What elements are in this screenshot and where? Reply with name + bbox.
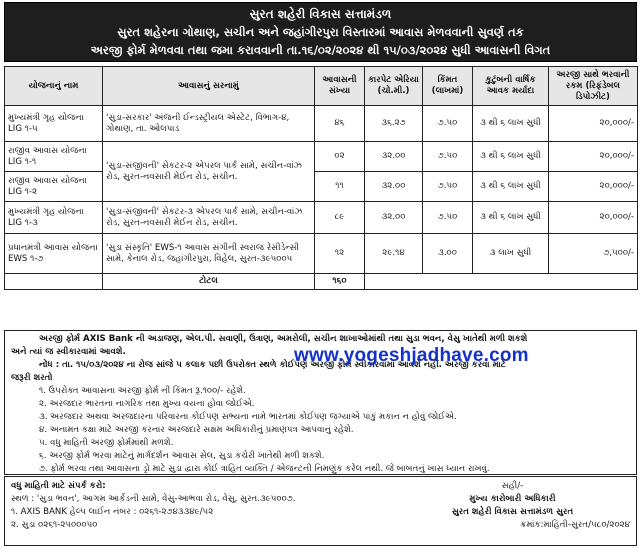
- deposit-cell: ૨૦,૦૦૦/-: [549, 106, 638, 142]
- footer-section: [4, 476, 637, 546]
- count-cell: ૧૨: [315, 234, 365, 274]
- income-cell: ૩ થી ૬ લાખ સુધી: [473, 202, 549, 234]
- condition-item: ૫. વધુ માહિતી અરજી ફોર્મમાંથી મળશે.: [39, 438, 174, 448]
- count-cell: ૦૨: [315, 142, 365, 172]
- contact-block: [11, 480, 411, 532]
- authority-name: સુરત શહેરી વિકાસ સત્તામંડળ સુરત: [451, 507, 574, 517]
- col-deposit-header: અરજી સાથે ભરવાની રકમ (રિફંડેબલ ડિપોઝીટ): [549, 67, 638, 106]
- price-cell: ૭.૫૦: [423, 172, 473, 202]
- deposit-cell: ૨૦,૦૦૦/-: [549, 172, 638, 202]
- scheme-cell: રાજીવ આવાસ યોજના LIG ૧-૧: [5, 142, 103, 172]
- area-cell: ૨૯.૧૪: [365, 234, 423, 274]
- table-row: [5, 202, 638, 234]
- deposit-cell: ૭,૫૦૦/-: [549, 234, 638, 274]
- scheme-cell: પ્રધાનમંત્રી આવાસ યોજના EWS ૧-૭: [5, 234, 103, 274]
- condition-item: ૭. ફોર્મ ભરવા તથા આવાસના ડ્રો માટે સુડા દ્વારા કોઈ ત્રાહિત વ્યક્તિ / એજન્ટની નિમણુંક કરેલ નથી. જે બાબતનું ખાસ ધ્યાન રાખવું.: [39, 464, 490, 474]
- deposit-cell: ૨૦,૦૦૦/-: [549, 202, 638, 234]
- area-cell: ૩૨.૦૦: [365, 172, 423, 202]
- income-cell: ૩ થી ૬ લાખ સુધી: [473, 172, 549, 202]
- condition-item: ૧. ઉપરોક્ત આવાસના અરજી ફોર્મ ની કિંમત રૂ.૧૦૦/- રહેશે.: [39, 386, 246, 396]
- table-row: [5, 106, 638, 142]
- address-cell: 'સુડા સંસ્કૃતિ' EWS-૧ આવાસ સંગીની સ્વરાજ રેસીડેન્સી સામે, કેનાલ રોડ, જહાંગીરપુરા, વિહેલ, સુરત-૩૯૫૦૦૫: [103, 234, 315, 274]
- note-line: જરૂરી શરતો: [11, 373, 53, 383]
- condition-item: ૨. અરજદાર ભારતના નાગરિક તથા મુખ્ય વયના હોવા જોઈએ.: [39, 399, 255, 409]
- housing-table: [4, 66, 638, 290]
- price-cell: ૭.૫૦: [423, 142, 473, 172]
- signature-block: [395, 480, 630, 532]
- authority-title: સુરત શહેરી વિકાસ સત્તામંડળ: [249, 7, 392, 21]
- signature: સહી/-: [501, 481, 524, 491]
- condition-item: ૬. અરજી ફોર્મ ભરવા માટેનું માર્ગદર્શન આવાસ સેલ, સુડા કચેરી ખાતેથી મળી શકશે.: [39, 451, 325, 461]
- reference-number: ક્રમાંક:માહિતી-સુરત/૫૮૦/૨૦૨૪: [520, 520, 630, 530]
- suda-phone: ૨. સુડા ૦૨૬૧-૨૫૦૦૦૫૦: [11, 520, 98, 530]
- address-line: સ્થળ : 'સુડા ભવન', આગમ આર્કેડની સામે, વેસુ-આભવા રોડ, વેસુ, સુરત.૩૯૫૦૦૭.: [11, 494, 296, 504]
- col-scheme-header: યોજનાનું નામ: [5, 67, 103, 106]
- condition-item: ૪. અનામત કક્ષા માટે અરજી કરનાર અરજદારે સક્ષમ અધિકારીનું પ્રમાણપત્ર આપવાનું રહેશે.: [39, 425, 354, 435]
- intro-line: અને ત્યાં જ સ્વીકારવામાં આવશે.: [11, 347, 126, 357]
- address-cell: 'સુડા-સંજીવની' સેકટર-૩ એપરલ પાર્ક સામે, સચીન-વાંઝ રોડ, સુરત-નવસારી મેઈન રોડ, સચીન.: [103, 202, 315, 234]
- col-address-header: આવાસનું સરનામું: [103, 67, 315, 106]
- table-row: [5, 234, 638, 274]
- area-cell: ૩૬.૨૭: [365, 106, 423, 142]
- price-cell: ૭.૫૦: [423, 202, 473, 234]
- count-cell: ૮૯: [315, 202, 365, 234]
- address-cell: 'સુડા-સંજીવની' સેકટર-૨ એપરલ પાર્ક સામે, સચીન-વાંઝ રોડ, સુરત-નવસારી મેઈન રોડ, સચીન.: [103, 142, 315, 202]
- col-price-header: કિંમત (લાખમાં): [423, 67, 473, 106]
- count-cell: ૪૬: [315, 106, 365, 142]
- total-empty-cell: [365, 274, 638, 290]
- address-cell: 'સુડા-સરકાર' અંજની ઈન્ડસ્ટ્રીયલ એસ્ટેટ, વિભાગ-૪, ગોથાણ, તા. ઓલપાડ: [103, 106, 315, 142]
- scheme-cell: મુખ્યમંત્રી ગૃહ યોજના LIG ૧-૫: [5, 106, 103, 142]
- total-label: ટોટલ: [103, 274, 315, 290]
- col-area-header: કારપેટ એરિયા (ચો.મી.): [365, 67, 423, 106]
- intro-line: અરજી ફોર્મ AXIS Bank ની અડાજણ, એલ.પી. સવાણી, ઉત્રાણ, અમરોલી, સચીન શાખાઓમાંથી તથા સુડા ભવન, વેસુ ખાતેથી મળી શકશે: [39, 334, 528, 344]
- table-header-row: [5, 67, 638, 106]
- area-cell: ૩૨.૦૦: [365, 202, 423, 234]
- condition-item: ૩. અરજદાર અથવા અરજદારના પરિવારના કોઈપણ સભ્યના નામે ભારતમાં કોઈપણ જગ્યાએ પાકું મકાન ન હોવું જોઈએ.: [39, 412, 457, 422]
- deposit-cell: ૨૦,૦૦૦/-: [549, 142, 638, 172]
- area-cell: ૩૨.૦૦: [365, 142, 423, 172]
- price-cell: ૭.૫૦: [423, 106, 473, 142]
- date-range-line: અરજી ફોર્મ મેળવવા તથા જમા કરાવવાની તા.૧૬/૦૨/૨૦૨૪ થી ૧૫/૦૩/૨૦૨૪ સુધી આવાસની વિગત: [90, 43, 551, 57]
- scheme-cell: મુખ્યમંત્રી ગૃહ યોજના LIG ૧-૩: [5, 202, 103, 234]
- headline: સુરત શહેરના ગોથાણ, સચીન અને જહાંગીરપુરા વિસ્તારમાં આવાસ મેળવવાની સુવર્ણ તક: [117, 25, 524, 39]
- total-empty-cell: [5, 274, 103, 290]
- col-income-header: કુટુંબની વાર્ષિક આવક મર્યાદા: [473, 67, 549, 106]
- income-cell: ૩ થી ૬ લાખ સુધી: [473, 142, 549, 172]
- price-cell: ૩.૦૦: [423, 234, 473, 274]
- total-row: [5, 274, 638, 290]
- income-cell: ૩ થી ૬ લાખ સુધી: [473, 106, 549, 142]
- axis-helpline: ૧. AXIS BANK હેલ્પ લાઈન નંબર : ૦૨૬૧-૨૭૪૩૩૪૯/૫૨: [11, 507, 214, 517]
- table-row: [5, 172, 638, 202]
- contact-heading: વધુ માહિતી માટે સંપર્ક કરો:: [11, 481, 106, 491]
- total-value: ૧૬૦: [315, 274, 365, 290]
- header-banner: [4, 2, 637, 62]
- officer-title: મુખ્ય કારોબારી અધિકારી: [469, 494, 556, 504]
- note-line: નોંધ : તા. ૧૫/૦૩/૨૦૨૪ ના રોજ સાંજે ૫ કલાક પછી ઉપરોક્ત સ્થળે કોઈપણ અરજી ફોર્મ સ્વીકારવામાં આવશે નહીં. અરજી કરવા માટે: [39, 360, 506, 370]
- col-count-header: આવાસની સંખ્યા: [315, 67, 365, 106]
- website-watermark: www.yogeshjadhave.com: [294, 345, 529, 366]
- scheme-cell: રાજીવ આવાસ યોજના LIG ૧-૨: [5, 172, 103, 202]
- income-cell: ૩ લાખ સુધી: [473, 234, 549, 274]
- count-cell: ૧૧: [315, 172, 365, 202]
- table-row: [5, 142, 638, 172]
